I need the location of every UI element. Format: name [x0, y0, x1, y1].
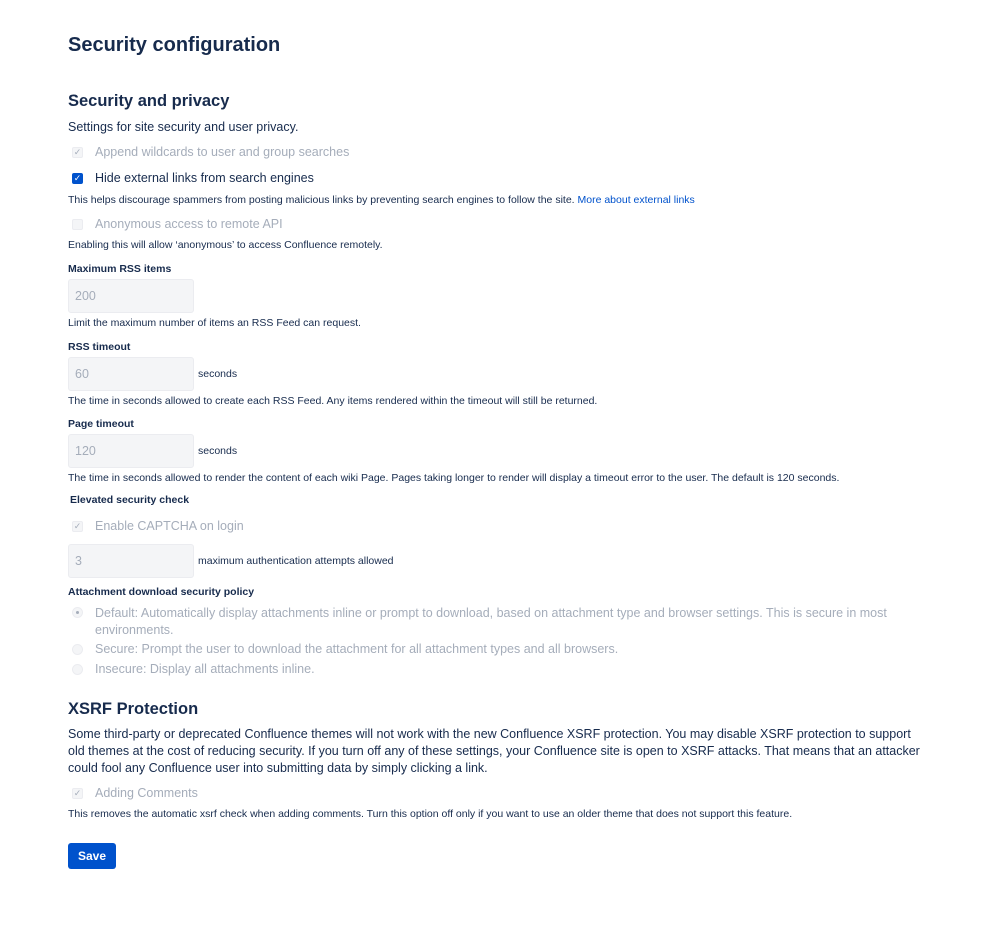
policy-secure-label: Secure: Prompt the user to download the attachment for all attachment types and all browsers.	[95, 642, 619, 656]
captcha-option	[68, 519, 244, 533]
policy-insecure-radio[interactable]	[72, 664, 83, 675]
hide-links-help-text: This helps discourage spammers from posting malicious links by preventing search engines to follow the site.	[68, 194, 575, 206]
page-timeout-help: The time in seconds allowed to render the content of each wiki Page. Pages taking longer to render will display a timeout error to the user. The default is 120 seconds.	[68, 472, 840, 484]
policy-insecure-label: Insecure: Display all attachments inline.	[95, 662, 315, 676]
rss-timeout-help: The time in seconds allowed to create each RSS Feed. Any items rendered within the timeout will still be returned.	[68, 395, 598, 407]
policy-option-insecure	[68, 662, 315, 676]
policy-default-label: Default: Automatically display attachments inline or prompt to download, based on attachment type and browser settings. This is secure in most environments.	[95, 606, 887, 637]
adding-comments-option	[68, 786, 198, 800]
anon-api-checkbox[interactable]	[72, 219, 83, 230]
xsrf-heading: XSRF Protection	[68, 700, 199, 718]
policy-secure-radio[interactable]	[72, 644, 83, 655]
max-rss-input[interactable]	[68, 279, 194, 313]
captcha-checkbox[interactable]	[72, 521, 83, 532]
max-rss-label: Maximum RSS items	[68, 263, 172, 275]
hide-links-help	[68, 194, 695, 206]
page-timeout-input[interactable]	[68, 434, 194, 468]
hide-links-checkbox[interactable]	[72, 173, 83, 184]
captcha-label: Enable CAPTCHA on login	[95, 519, 244, 533]
rss-timeout-label: RSS timeout	[68, 341, 131, 353]
page-timeout-unit: seconds	[198, 445, 238, 457]
xsrf-description: Some third-party or deprecated Confluence themes will not work with the new Confluence XSRF protection. You may disable XSRF protection to support old themes at the cost of reducing security. If you turn off any of these settings, your Confluence site is open to XSRF attacks. That means that an attacker could fool any Confluence user into submitting data by simply clicking a link.	[68, 727, 920, 775]
security-privacy-heading: Security and privacy	[68, 92, 230, 110]
check-icon: ✓	[73, 787, 82, 798]
policy-option-default	[68, 605, 898, 639]
wildcards-label: Append wildcards to user and group searches	[95, 145, 350, 159]
rss-timeout-unit: seconds	[198, 368, 238, 380]
check-icon: ✓	[73, 520, 82, 531]
adding-comments-checkbox[interactable]	[72, 788, 83, 799]
anon-api-label: Anonymous access to remote API	[95, 217, 283, 231]
rss-timeout-input[interactable]	[68, 357, 194, 391]
check-icon: ✓	[73, 146, 82, 157]
security-privacy-description: Settings for site security and user privacy.	[68, 120, 299, 134]
adding-comments-label: Adding Comments	[95, 786, 198, 800]
elevated-security-label: Elevated security check	[70, 494, 190, 506]
hide-links-option	[68, 171, 314, 185]
hide-links-label: Hide external links from search engines	[95, 171, 314, 185]
attachment-policy-label: Attachment download security policy	[68, 586, 255, 598]
attempts-row	[68, 544, 394, 578]
anon-api-option	[68, 217, 283, 231]
policy-default-radio[interactable]	[72, 607, 83, 618]
wildcards-option	[68, 145, 349, 159]
attempts-suffix: maximum authentication attempts allowed	[198, 555, 394, 567]
page-timeout-row	[68, 434, 237, 468]
page-timeout-label: Page timeout	[68, 418, 134, 430]
adding-comments-help: This removes the automatic xsrf check when adding comments. Turn this option off only if you want to use an older theme that does not support this feature.	[68, 808, 793, 820]
wildcards-checkbox[interactable]	[72, 147, 83, 158]
attempts-input[interactable]	[68, 544, 194, 578]
save-button[interactable]: Save	[68, 843, 116, 869]
page-title: Security configuration	[68, 34, 281, 56]
max-rss-help: Limit the maximum number of items an RSS Feed can request.	[68, 317, 361, 329]
check-icon: ✓	[73, 172, 82, 183]
external-links-link[interactable]: More about external links	[577, 194, 695, 206]
policy-option-secure	[68, 642, 618, 656]
rss-timeout-row	[68, 357, 237, 391]
anon-api-help: Enabling this will allow ‘anonymous’ to access Confluence remotely.	[68, 239, 383, 251]
